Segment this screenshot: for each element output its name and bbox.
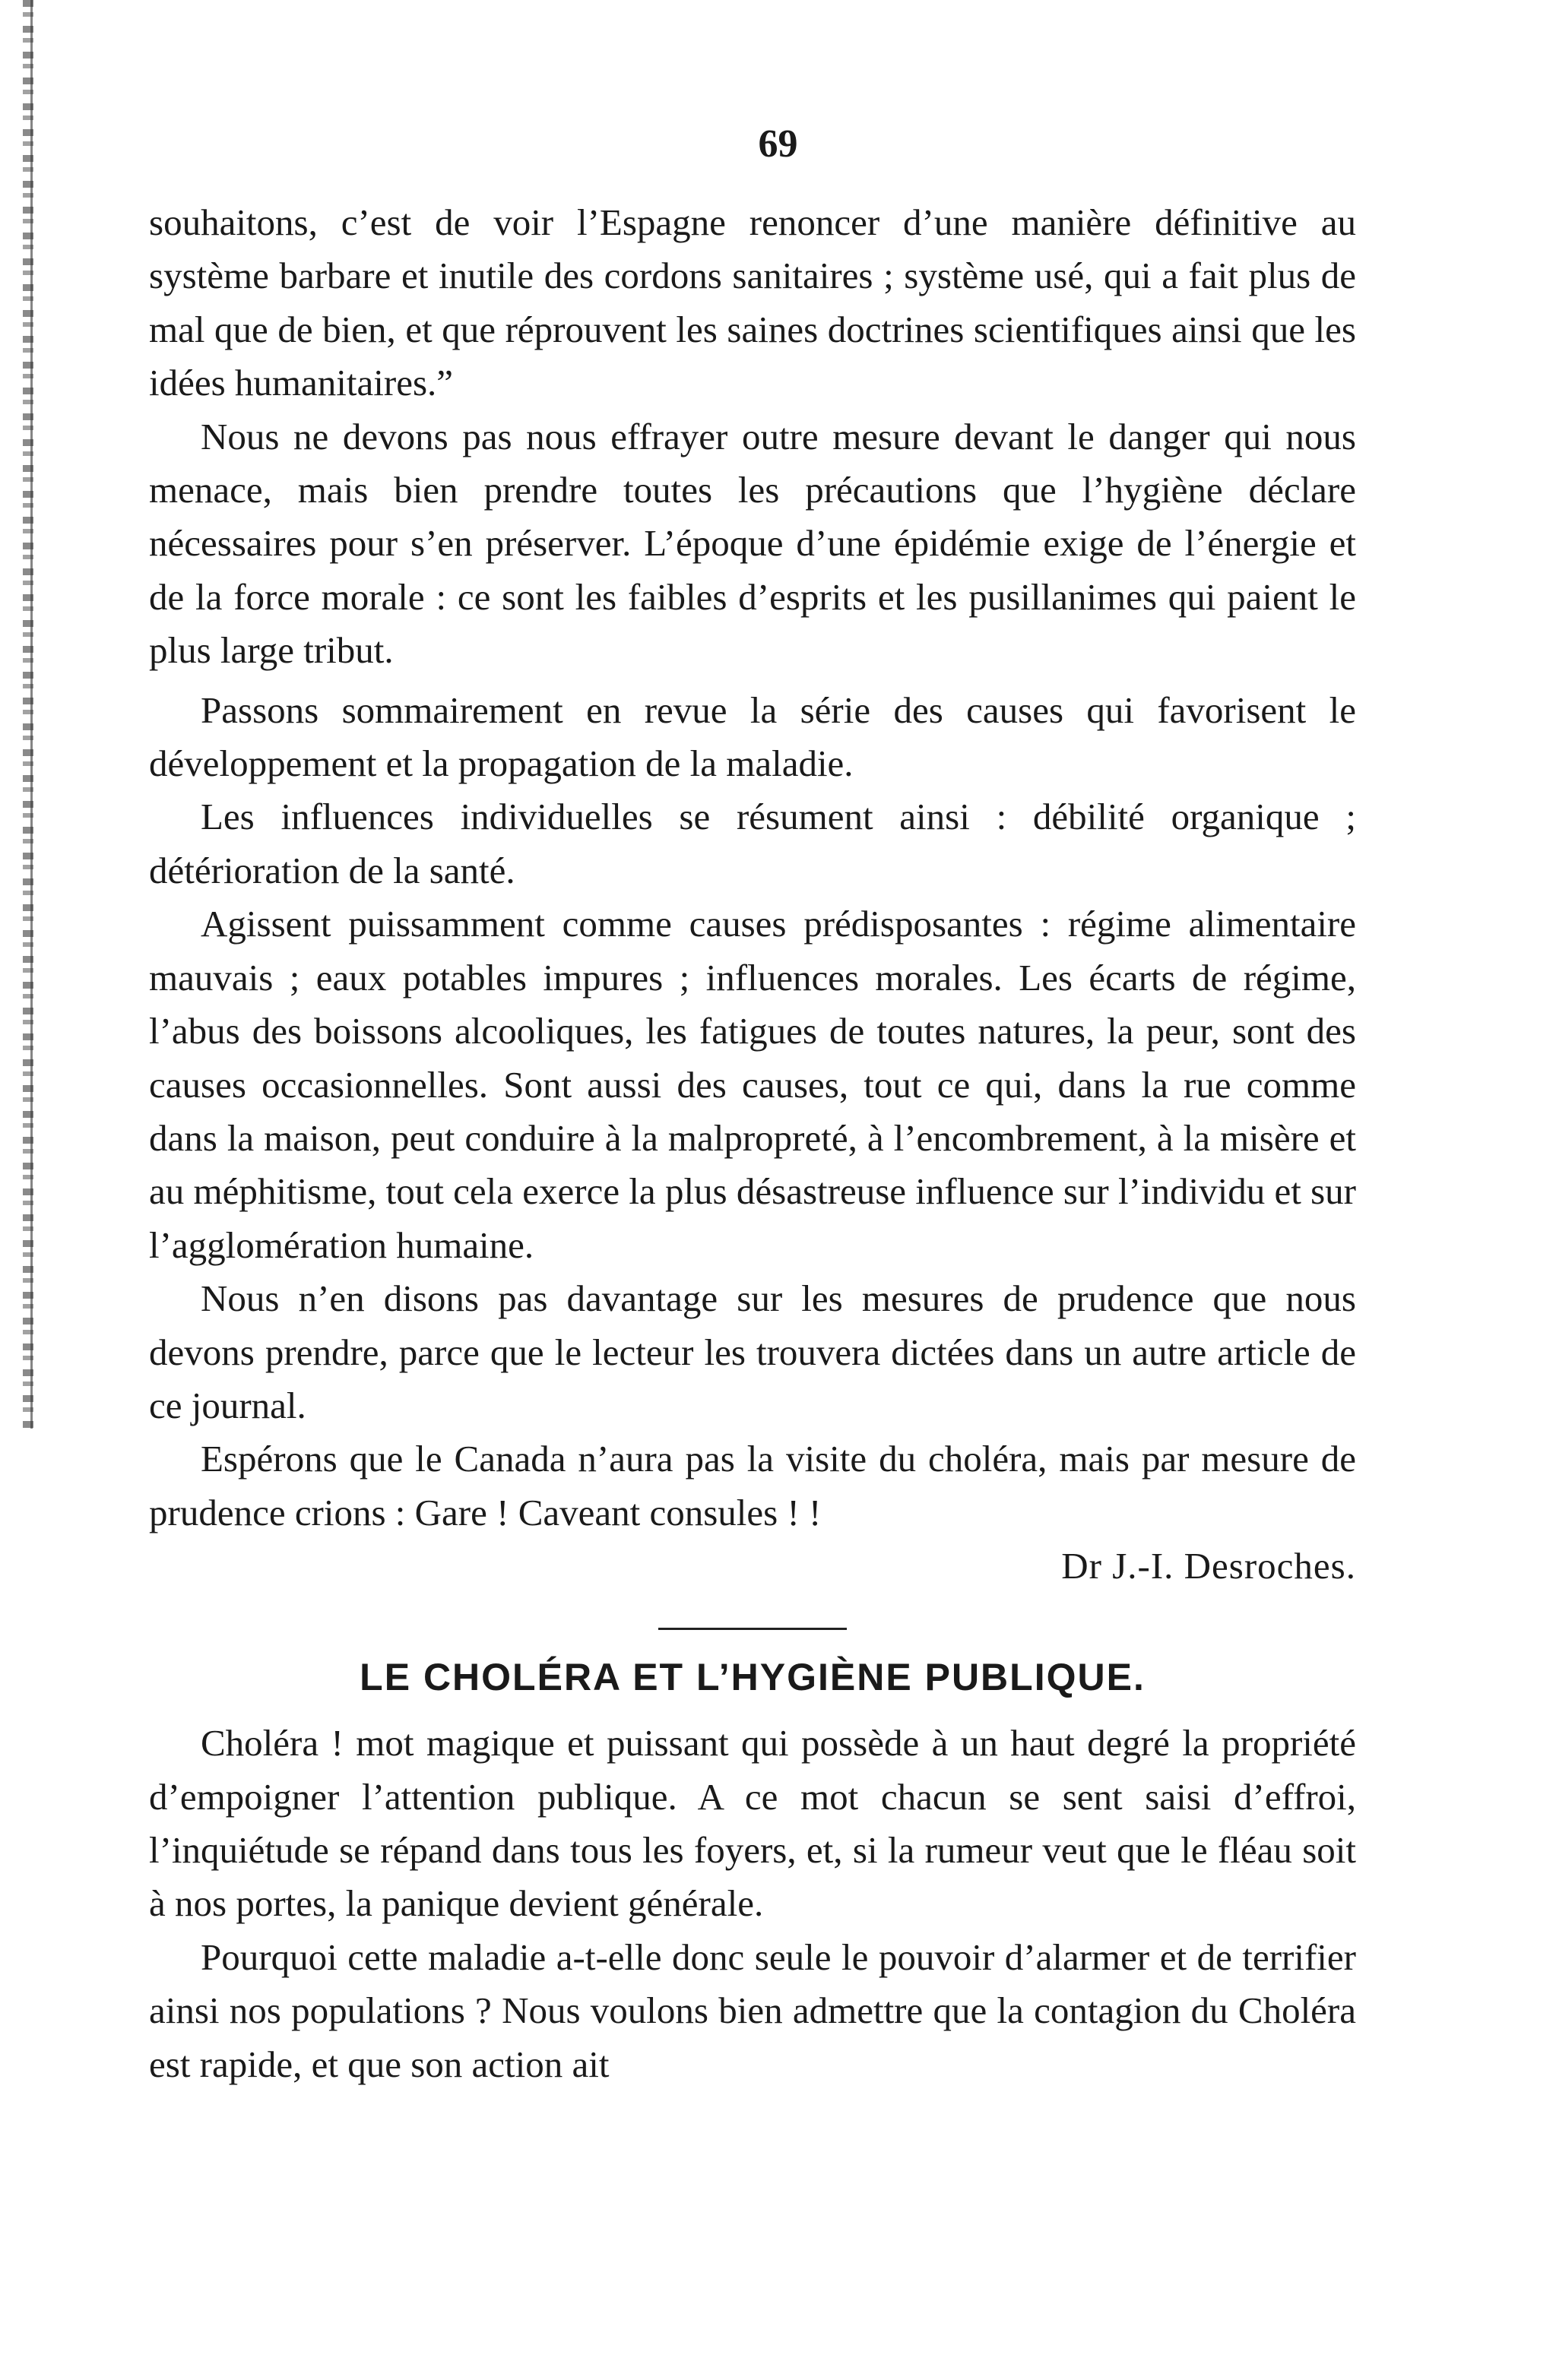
paragraph-cholera-mot: Choléra ! mot magique et puissant qui possède à un haut degré la propriété d’empoigner l’attention publique. A ce mot chacun se sent saisi d’effroi, l’inquiétude se répand dans tous les foyers, et, si la rumeur veut que le fléau soit à nos portes, la panique devient générale. <box>149 1722 1356 1925</box>
paragraph-prudence: Nous n’en disons pas davantage sur les mesures de prudence que nous devons prendre, parce que le lecteur les trouvera dictées dans un autre article de ce journal. <box>149 1277 1356 1426</box>
paragraph-influences: Les influences individuelles se résument ainsi : débilité organique ; détérioration de la santé. <box>149 796 1356 891</box>
section-title: LE CHOLÉRA ET L’HYGIÈNE PUBLIQUE. <box>360 1656 1146 1699</box>
paragraph-pourquoi: Pourquoi cette maladie a-t-elle donc seule le pouvoir d’alarmer et de terrifier ainsi nos populations ? Nous voulons bien admettre que la contagion du Choléra est rapide, et que son action ait <box>149 1935 1356 2085</box>
paragraph-causes: Passons sommairement en revue la série des causes qui favorisent le développement et la propagation de la maladie. <box>149 688 1356 785</box>
paragraph-quote-end: souhaitons, c’est de voir l’Espagne renoncer d’une manière définitive au système barbare et inutile des cordons sanitaires ; système usé, qui a fait plus de mal que de bien, et que réprouvent les saines doctrines scientifiques ainsi que les idées humanitaires.” <box>149 201 1356 404</box>
page-number: 69 <box>758 122 798 166</box>
scan-edge-line <box>30 0 33 1429</box>
section-separator <box>658 1628 847 1630</box>
paragraph-esperons: Espérons que le Canada n’aura pas la visite du choléra, mais par mesure de prudence crions : Gare ! Caveant consules ! ! <box>149 1438 1356 1533</box>
author-signature: Dr J.-I. Desroches. <box>1061 1545 1356 1587</box>
paragraph-predisposantes: Agissent puissamment comme causes prédisposantes : régime alimentaire mauvais ; eaux potables impures ; influences morales. Les écarts de régime, l’abus des boissons alcooliques, les fatigues de toutes natures, la peur, sont des causes occasionnelles. Sont aussi des causes, tout ce qui, dans la rue comme dans la maison, peut conduire à la malpropreté, à l’encombrement, à la misère et au méphitisme, tout cela exerce la plus désastreuse influence sur l’individu et sur l’agglomération humaine. <box>149 903 1356 1266</box>
paragraph-danger: Nous ne devons pas nous effrayer outre mesure devant le danger qui nous menace, mais bien prendre toutes les précautions que l’hygiène déclare nécessaires pour s’en préserver. L’époque d’une épidémie exige de l’énergie et de la force morale : ce sont les faibles d’esprits et les pusillanimes qui paient le plus large tribut. <box>149 415 1356 672</box>
main-text <box>149 196 1356 2091</box>
